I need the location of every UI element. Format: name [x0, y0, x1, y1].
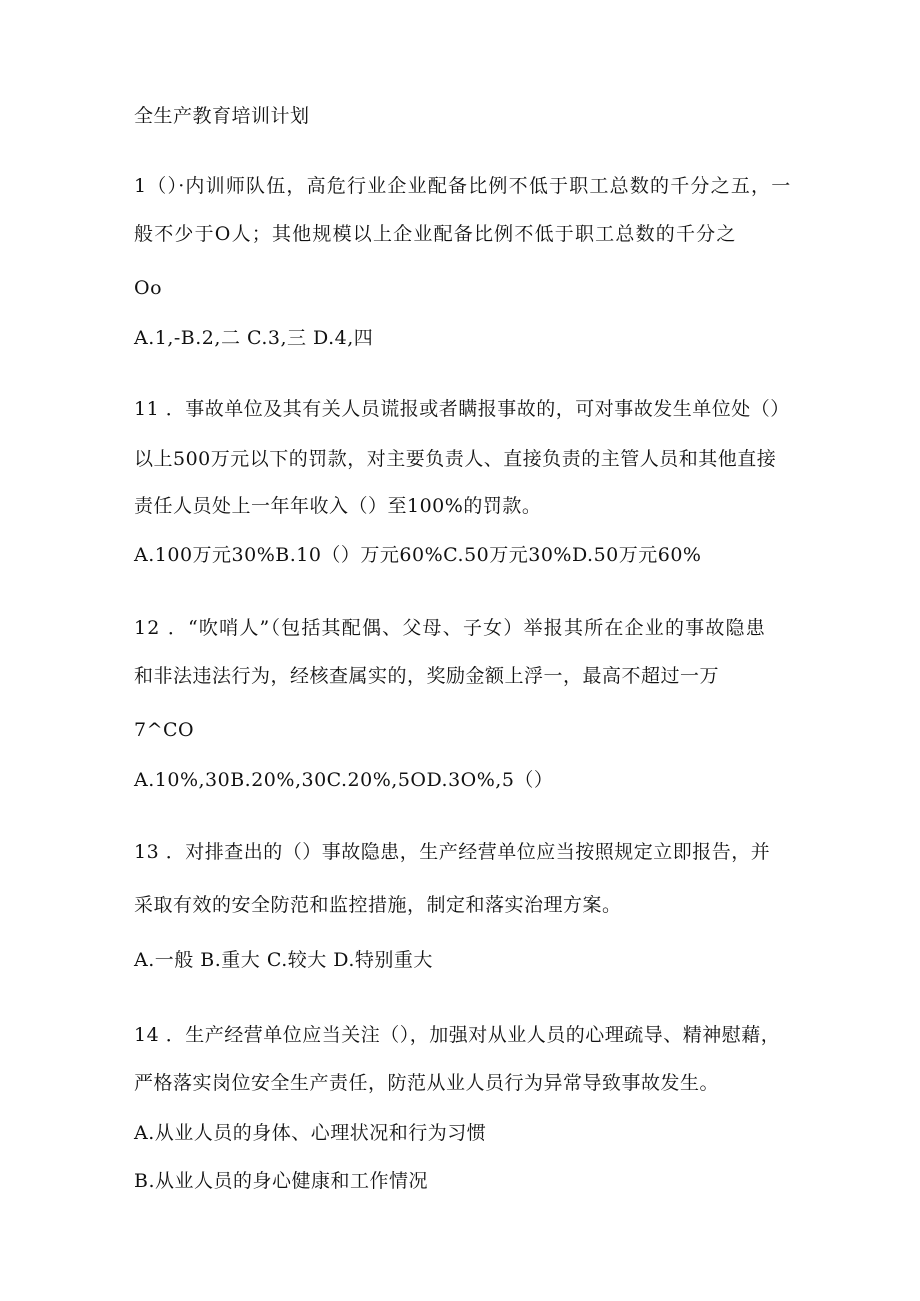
q12-options: A.10%,30B.20%,30C.20%,5OD.3O%,5（） — [134, 769, 554, 791]
q11-text-line-3: 责任人员处上一年年收入（）至100%的罚款。 — [134, 495, 542, 517]
q12-text-line-3: 7^CO — [134, 719, 195, 741]
q12-text-line-1: 12 ．“吹哨人”（包括其配偶、父母、子女）举报其所在企业的事故隐患 — [134, 617, 766, 639]
q13-text-line-1: 13 ．对排查出的（）事故隐患，生产经营单位应当按照规定立即报告，并 — [134, 841, 771, 863]
q14-option-b: B.从业人员的身心健康和工作情况 — [134, 1170, 429, 1192]
q14-text-line-2: 严格落实岗位安全生产责任，防范从业人员行为异常导致事故发生。 — [134, 1072, 720, 1094]
q13-options: A.一般 B.重大 C.较大 D.特别重大 — [134, 949, 433, 971]
q11-text-line-2: 以上500万元以下的罚款，对主要负责人、直接负责的主管人员和其他直接 — [134, 448, 777, 470]
q10-text-line-3: Oo — [134, 277, 163, 299]
q10-options: A.1,-B.2,二 C.3,三 D.4,四 — [134, 327, 374, 349]
q14-option-a: A.从业人员的身体、心理状况和行为习惯 — [134, 1122, 487, 1144]
q13-text-line-2: 采取有效的安全防范和监控措施，制定和落实治理方案。 — [134, 894, 622, 916]
document-title: 全生产教育培训计划 — [134, 105, 310, 127]
q12-text-line-2: 和非法违法行为，经核查属实的，奖励金额上浮一，最高不超过一万 — [134, 665, 720, 687]
q14-text-line-1: 14 ．生产经营单位应当关注（），加强对从业人员的心理疏导、精神慰藉， — [134, 1024, 781, 1046]
q10-text-line-2: 般不少于O人；其他规模以上企业配备比例不低于职工总数的千分之 — [134, 223, 737, 245]
q10-text-line-1: 1（）·内训师队伍，高危行业企业配备比例不低于职工总数的千分之五，一 — [134, 175, 792, 197]
q11-text-line-1: 11 ．事故单位及其有关人员谎报或者瞒报事故的，可对事故发生单位处（） — [134, 398, 790, 420]
q11-options: A.100万元30%B.10（）万元60%C.50万元30%D.50万元60% — [134, 544, 702, 566]
